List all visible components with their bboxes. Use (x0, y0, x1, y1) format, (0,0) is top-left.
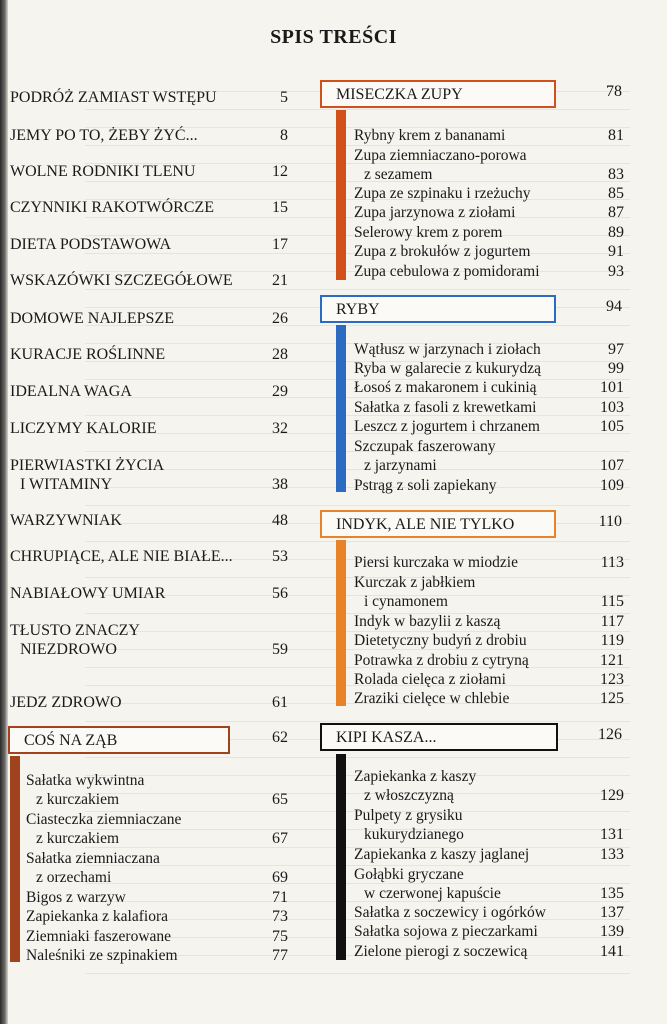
entry-title-line: Zupa ziemniaczano-porowa (354, 147, 527, 164)
entry-title-line: Leszcz z jogurtem i chrzanem (354, 418, 540, 435)
entry-title-line: Szczupak faszerowany (354, 438, 496, 455)
chapter-8[interactable] (10, 345, 288, 364)
entry-title (10, 88, 217, 107)
page-number: 61 (272, 694, 288, 711)
page-number: 32 (272, 420, 288, 437)
recipe-entry[interactable] (354, 942, 624, 961)
page-number: 75 (272, 928, 288, 945)
entry-title-line: Piersi kurczaka w miodzie (354, 554, 518, 571)
recipe-entry[interactable] (26, 771, 288, 809)
page-number: 85 (608, 185, 624, 202)
recipe-entry[interactable] (26, 888, 288, 907)
entry-title (354, 573, 475, 611)
page-number: 101 (600, 379, 624, 396)
recipe-entry[interactable] (354, 203, 624, 222)
entry-title-line: Ciasteczka ziemniaczane (26, 811, 182, 828)
recipe-entry[interactable] (26, 849, 288, 887)
recipe-entry[interactable] (354, 573, 624, 611)
entry-title-line: Sałatka z soczewicy i ogórków (354, 904, 546, 921)
entry-title-line: z włoszczyzną (364, 787, 454, 804)
entry-title (354, 865, 501, 903)
page-number: 87 (608, 204, 624, 221)
chapter-16[interactable] (10, 693, 288, 712)
chapter-14[interactable] (10, 584, 288, 603)
entry-title-line: Sałatka z fasoli z krewetkami (354, 399, 537, 416)
entry-title (26, 771, 144, 809)
recipe-entry[interactable] (26, 810, 288, 848)
entry-title-line: Zapiekanka z kaszy jaglanej (354, 846, 530, 863)
entry-title (10, 271, 233, 290)
page-number: 67 (272, 830, 288, 847)
page-number: 81 (608, 127, 624, 144)
entry-title-line: NABIAŁOWY UMIAR (10, 585, 166, 602)
section-page-number: 62 (272, 729, 288, 746)
entry-title-line: z kurczakiem (36, 830, 120, 847)
recipe-entry[interactable] (354, 476, 624, 495)
section-header-cos-na-zab[interactable]: COŚ NA ZĄB (8, 726, 230, 754)
recipe-entry[interactable] (354, 612, 624, 631)
page-number: 109 (600, 477, 624, 494)
recipe-entry[interactable] (354, 437, 624, 475)
section-page-number: 126 (598, 726, 622, 743)
section-header-miseczka-zupy[interactable]: MISECZKA ZUPY (320, 80, 556, 108)
page-number: 117 (600, 613, 624, 630)
entry-title (10, 584, 165, 603)
chapter-5[interactable] (10, 235, 288, 254)
entry-title (354, 242, 530, 261)
recipe-entry[interactable] (354, 553, 624, 572)
entry-title (26, 810, 181, 848)
page-number: 83 (608, 166, 624, 183)
recipe-entry[interactable] (354, 806, 624, 844)
page-number: 77 (272, 947, 288, 964)
recipe-entry[interactable] (354, 184, 624, 203)
recipe-entry[interactable] (354, 359, 624, 378)
page-number: 133 (600, 846, 624, 863)
entry-title-line: Zapiekanka z kalafiora (26, 908, 168, 925)
recipe-entry[interactable] (354, 767, 624, 805)
chapter-6[interactable] (10, 271, 288, 290)
chapter-1[interactable] (10, 88, 288, 107)
chapter-3[interactable] (10, 162, 288, 181)
entry-title (10, 693, 122, 712)
entry-title-line: Zapiekanka z kaszy (354, 768, 477, 785)
entry-title (354, 203, 515, 222)
entry-title (354, 476, 496, 495)
entry-title (354, 126, 505, 145)
recipe-entry[interactable] (354, 378, 624, 397)
entry-title (354, 378, 537, 397)
page-number: 53 (272, 548, 288, 565)
page-number: 125 (600, 690, 624, 707)
entry-title-line: Ryba w galarecie z kukurydzą (354, 360, 542, 377)
entry-title (26, 946, 178, 965)
recipe-entry[interactable] (354, 670, 624, 689)
entry-title (10, 456, 164, 494)
page-number: 73 (272, 908, 288, 925)
recipe-entry[interactable] (354, 845, 624, 864)
recipe-entry[interactable] (354, 865, 624, 903)
page-number: 29 (272, 383, 288, 400)
entry-title-line: I WITAMINY (20, 476, 113, 493)
chapter-11[interactable] (10, 456, 288, 494)
page-number: 115 (600, 593, 624, 610)
page-number: 15 (272, 199, 288, 216)
entry-title-line: Bigos z warzyw (26, 889, 126, 906)
entry-title-line: i cynamonem (364, 593, 448, 610)
recipe-entry[interactable] (354, 223, 624, 242)
entry-title-line: JEDZ ZDROWO (10, 694, 122, 711)
page-number: 59 (272, 641, 288, 658)
entry-title-line: WARZYWNIAK (10, 512, 122, 529)
entry-title (354, 670, 506, 689)
recipe-entry[interactable] (354, 922, 624, 941)
page-number: 141 (600, 943, 624, 960)
entry-title (10, 162, 195, 181)
entry-title-line: Sałatka ziemniaczana (26, 850, 160, 867)
chapter-9[interactable] (10, 382, 288, 401)
entry-title (10, 309, 174, 328)
entry-title (354, 612, 500, 631)
entry-title (26, 907, 168, 926)
page-number: 103 (600, 399, 624, 416)
entry-title-line: Zupa cebulowa z pomidorami (354, 263, 540, 280)
page-number: 17 (272, 236, 288, 253)
recipe-entry[interactable] (354, 242, 624, 261)
entry-title-line: Dietetyczny budyń z drobiu (354, 632, 527, 649)
entry-title (26, 849, 160, 887)
entry-title-line: Zupa jarzynowa z ziołami (354, 204, 516, 221)
entry-title-line: Gołąbki gryczane (354, 866, 464, 883)
recipe-entry[interactable] (354, 651, 624, 670)
recipe-entry[interactable] (354, 903, 624, 922)
page-number: 99 (608, 360, 624, 377)
page-number: 28 (272, 346, 288, 363)
entry-title (354, 806, 464, 844)
page-number: 69 (272, 869, 288, 886)
entry-title (10, 547, 233, 566)
page-number: 26 (272, 310, 288, 327)
entry-title (354, 922, 538, 941)
entry-title (354, 340, 541, 359)
page-number: 91 (608, 243, 624, 260)
section-color-bar (336, 325, 346, 492)
entry-title (354, 903, 546, 922)
page-number: 8 (280, 127, 288, 144)
entry-title-line: JEMY PO TO, ŻEBY ŻYĆ... (10, 127, 198, 144)
entry-title-line: Sałatka sojowa z pieczarkami (354, 923, 538, 940)
recipe-entry[interactable] (354, 689, 624, 708)
entry-title (10, 126, 198, 145)
entry-title-line: Zielone pierogi z soczewicą (354, 943, 528, 960)
entry-title-line: WSKAZÓWKI SZCZEGÓŁOWE (10, 272, 233, 289)
entry-title (10, 345, 165, 364)
page-number: 137 (600, 904, 624, 921)
entry-title (354, 942, 527, 961)
entry-title-line: kukurydzianego (364, 826, 464, 843)
entry-title-line: Zraziki cielęce w chlebie (354, 690, 510, 707)
chapter-13[interactable] (10, 547, 288, 566)
entry-title-line: Naleśniki ze szpinakiem (26, 947, 178, 964)
entry-title-line: z kurczakiem (36, 791, 120, 808)
entry-title-line: PODRÓŻ ZAMIAST WSTĘPU (10, 89, 217, 106)
recipe-entry[interactable] (354, 262, 624, 281)
page-number: 12 (272, 163, 288, 180)
entry-title-line: TŁUSTO ZNACZY (10, 622, 140, 639)
entry-title-line: Łosoś z makaronem i cukinią (354, 379, 537, 396)
entry-title-line: CHRUPIĄCE, ALE NIE BIAŁE... (10, 548, 233, 565)
recipe-entry[interactable] (26, 927, 288, 946)
entry-title-line: Wątłusz w jarzynach i ziołach (354, 341, 541, 358)
section-header-kipi-kasza[interactable]: KIPI KASZA... (320, 723, 558, 751)
entry-title-line: Pulpety z grysiku (354, 807, 463, 824)
recipe-entry[interactable] (26, 907, 288, 926)
chapter-7[interactable] (10, 309, 288, 328)
entry-title-line: z jarzynami (364, 457, 437, 474)
entry-title (10, 419, 157, 438)
section-page-number: 110 (598, 513, 622, 530)
entry-title-line: Potrawka z drobiu z cytryną (354, 652, 529, 669)
page-number: 135 (600, 885, 624, 902)
section-header-ryby[interactable]: RYBY (320, 295, 556, 323)
page-number: 113 (600, 554, 624, 571)
entry-title-line: Kurczak z jabłkiem (354, 574, 476, 591)
chapter-10[interactable] (10, 419, 288, 438)
entry-title-line: NIEZDROWO (20, 641, 117, 658)
section-color-bar (336, 754, 346, 960)
page-number: 65 (272, 791, 288, 808)
entry-title-line: DOMOWE NAJLEPSZE (10, 310, 174, 327)
entry-title-line: z sezamem (364, 166, 433, 183)
entry-title-line: z orzechami (36, 869, 112, 886)
entry-title-line: WOLNE RODNIKI TLENU (10, 163, 196, 180)
entry-title (26, 927, 171, 946)
entry-title-line: Rybny krem z bananami (354, 127, 506, 144)
entry-title-line: Sałatka wykwintna (26, 772, 145, 789)
page-number: 56 (272, 585, 288, 602)
page-number: 119 (600, 632, 624, 649)
page-number: 48 (272, 512, 288, 529)
entry-title (354, 845, 529, 864)
entry-title (10, 382, 132, 401)
entry-title-line: IDEALNA WAGA (10, 383, 132, 400)
entry-title (354, 184, 530, 203)
recipe-entry[interactable] (26, 946, 288, 965)
page-number: 38 (272, 476, 288, 493)
entry-title-line: Selerowy krem z porem (354, 224, 503, 241)
entry-title-line: PIERWIASTKI ŻYCIA (10, 457, 165, 474)
recipe-entry[interactable] (354, 631, 624, 650)
entry-title-line: LICZYMY KALORIE (10, 420, 157, 437)
recipe-entry[interactable] (354, 146, 624, 184)
entry-title-line: CZYNNIKI RAKOTWÓRCZE (10, 199, 214, 216)
entry-title (354, 146, 527, 184)
entry-title (354, 417, 540, 436)
entry-title (354, 359, 541, 378)
section-header-indyk[interactable]: INDYK, ALE NIE TYLKO (320, 510, 556, 538)
section-page-number: 94 (606, 298, 622, 315)
entry-title (354, 262, 540, 281)
entry-title-line: Ziemniaki faszerowane (26, 928, 172, 945)
chapter-15[interactable] (10, 621, 288, 659)
entry-title (354, 767, 476, 805)
page-number: 97 (608, 341, 624, 358)
page-number: 131 (600, 826, 624, 843)
chapter-12[interactable] (10, 511, 288, 530)
chapter-4[interactable] (10, 198, 288, 217)
entry-title (354, 631, 527, 650)
page-number: 123 (600, 671, 624, 688)
entry-title (354, 437, 496, 475)
section-color-bar (10, 756, 20, 962)
page-number: 121 (600, 652, 624, 669)
page-number: 139 (600, 923, 624, 940)
section-color-bar (336, 110, 346, 280)
entry-title (10, 511, 122, 530)
entry-title-line: Zupa ze szpinaku i rzeżuchy (354, 185, 531, 202)
entry-title (354, 651, 529, 670)
entry-title-line: Rolada cielęca z ziołami (354, 671, 506, 688)
entry-title (10, 198, 214, 217)
section-color-bar (336, 540, 346, 706)
entry-title-line: Zupa z brokułów z jogurtem (354, 243, 531, 260)
entry-title-line: w czerwonej kapuście (364, 885, 501, 902)
entry-title-line: DIETA PODSTAWOWA (10, 236, 172, 253)
entry-title-line: Indyk w bazylii z kaszą (354, 613, 501, 630)
page-number: 107 (600, 457, 624, 474)
page-number: 105 (600, 418, 624, 435)
page-number: 93 (608, 263, 624, 280)
recipe-entry[interactable] (354, 398, 624, 417)
entry-title (354, 553, 518, 572)
recipe-entry[interactable] (354, 417, 624, 436)
entry-title (354, 689, 509, 708)
entry-title (26, 888, 126, 907)
page-number: 89 (608, 224, 624, 241)
page-number: 21 (272, 272, 288, 289)
book-binding-shadow (0, 0, 8, 1024)
recipe-entry[interactable] (354, 340, 624, 359)
entry-title (10, 235, 171, 254)
page-number: 5 (280, 89, 288, 106)
entry-title-line: Pstrąg z soli zapiekany (354, 477, 497, 494)
page-number: 129 (600, 787, 624, 804)
recipe-entry[interactable] (354, 126, 624, 145)
entry-title (10, 621, 140, 659)
chapter-2[interactable] (10, 126, 288, 145)
page-title: SPIS TREŚCI (270, 26, 397, 48)
entry-title (354, 223, 503, 242)
entry-title-line: KURACJE ROŚLINNE (10, 346, 166, 363)
page-number: 71 (272, 889, 288, 906)
entry-title (354, 398, 536, 417)
section-page-number: 78 (606, 83, 622, 100)
